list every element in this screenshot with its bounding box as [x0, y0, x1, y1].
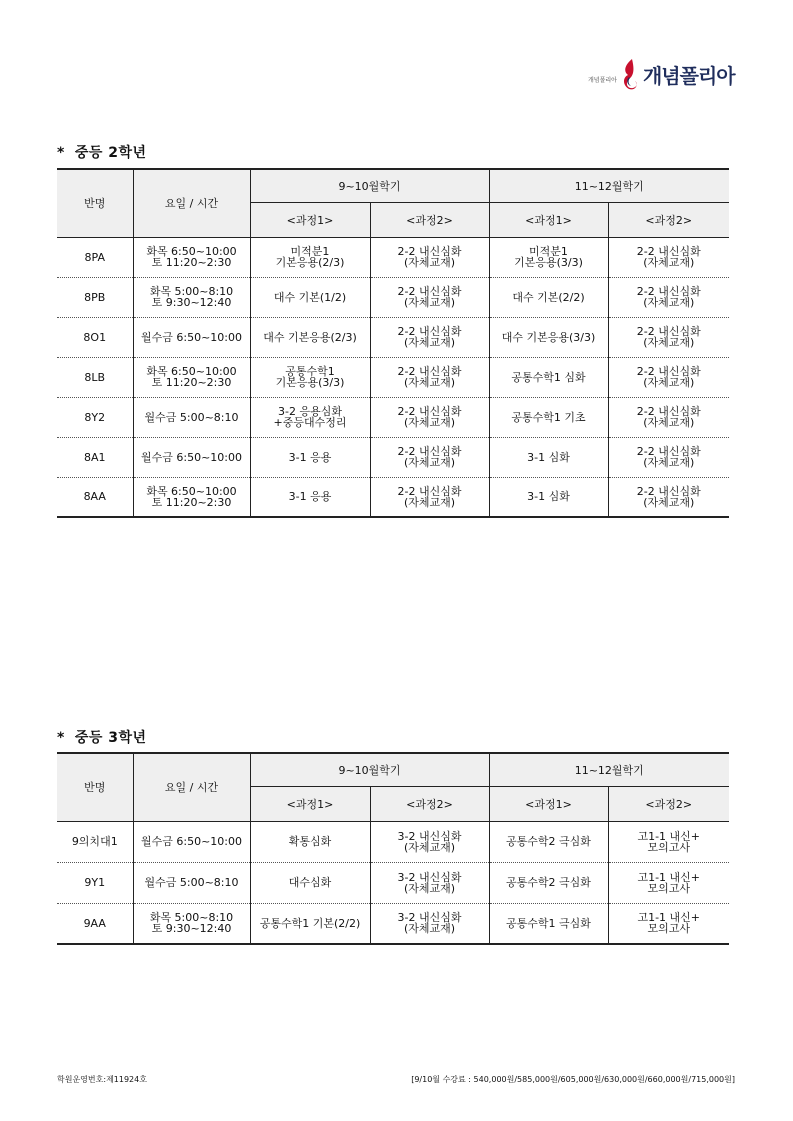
cell-text: 기본응용(3/3) [275, 376, 345, 389]
cell-text: 화목 6:50~10:00 [146, 484, 237, 498]
cell-text: 모의고사 [647, 840, 690, 854]
term1-course2-cell [370, 277, 489, 317]
term1-course2-cell [370, 477, 489, 517]
cell-text: 2-2 내신심화 [397, 325, 462, 338]
cell-text: 토 11:20~2:30 [151, 376, 232, 389]
cell-text: 토 11:20~2:30 [151, 495, 232, 509]
term1-course1-cell [250, 862, 370, 903]
cell-text: 확통심화 [288, 835, 332, 848]
logo-brand-name: 개념폴리아 [642, 63, 735, 88]
cell-text: 미적분1 [529, 245, 568, 258]
header-term1-course1: <과정1> [250, 786, 370, 821]
cell-text: 토 11:20~2:30 [151, 256, 232, 269]
cell-text: 기본응용(3/3) [514, 256, 583, 269]
tuition-fees: [9/10월 수강료 : 540,000원/585,000원/605,000원/630,000원/660,000원/715,000원] [411, 1075, 735, 1084]
class-name-cell: 8Y2 [57, 397, 133, 437]
cell-text: 2-2 내신심화 [636, 484, 701, 498]
cell-text: 화목 6:50~10:00 [146, 365, 237, 378]
schedule-table-grade2 [57, 168, 729, 518]
cell-text: 3-1 응용 [288, 490, 332, 504]
cell-text: 공통수학2 극심화 [506, 835, 591, 848]
cell-text: (자체교재) [643, 256, 695, 269]
cell-text: 공통수학1 기본(2/2) [259, 916, 361, 930]
term1-course2-cell [370, 397, 489, 437]
table-row [57, 357, 729, 397]
cell-text: (자체교재) [403, 840, 456, 854]
cell-text: (자체교재) [643, 416, 695, 429]
term1-course2-cell [370, 237, 489, 277]
header-term1-course2: <과정2> [370, 202, 489, 237]
cell-text: 3-1 응용 [288, 450, 332, 464]
cell-text: (자체교재) [403, 416, 456, 429]
cell-text: 월수금 6:50~10:00 [141, 330, 242, 344]
cell-text: (자체교재) [403, 881, 456, 895]
term1-course1-cell [250, 821, 370, 862]
cell-text: 2-2 내신심화 [397, 445, 462, 458]
cell-text: 대수 기본응용(2/3) [263, 330, 357, 344]
section-title-grade3: * 중등 3학년 [57, 730, 147, 746]
term1-course2-cell [370, 862, 489, 903]
term1-course2-cell [370, 821, 489, 862]
cell-text: (자체교재) [403, 456, 456, 469]
header-class: 반명 [57, 169, 133, 237]
cell-text: 2-2 내신심화 [636, 445, 701, 458]
header-term1-course1: <과정1> [250, 202, 370, 237]
cell-text: 3-1 심화 [527, 450, 570, 464]
class-name-cell: 8A1 [57, 437, 133, 477]
cell-text: 2-2 내신심화 [636, 365, 701, 378]
term2-course2-cell [608, 357, 729, 397]
term2-course1-cell [489, 277, 608, 317]
time-cell [133, 821, 250, 862]
class-name-cell: 9의치대1 [57, 821, 133, 862]
cell-text: 미적분1 [290, 245, 330, 258]
header-term2-course2: <과정2> [608, 202, 729, 237]
cell-text: (자체교재) [403, 922, 456, 936]
logo-tagline: 개념폴리아 [588, 76, 617, 84]
term2-course2-cell [608, 397, 729, 437]
class-name-cell: 8PB [57, 277, 133, 317]
class-name-cell: 8O1 [57, 317, 133, 357]
cell-text: 고1-1 내신+ [637, 911, 701, 925]
time-cell [133, 317, 250, 357]
term2-course1-cell [489, 477, 608, 517]
term2-course2-cell [608, 237, 729, 277]
term2-course2-cell [608, 277, 729, 317]
term2-course2-cell [608, 317, 729, 357]
header-term1: 9~10월학기 [250, 169, 489, 202]
cell-text: 3-2 내신심화 [397, 829, 462, 843]
cell-text: 공통수학1 극심화 [506, 916, 591, 930]
table-row [57, 237, 729, 277]
cell-text: 2-2 내신심화 [397, 405, 462, 418]
cell-text: 3-1 심화 [527, 490, 570, 504]
header-time: 요일 / 시간 [133, 169, 250, 237]
term1-course2-cell [370, 903, 489, 944]
table-row [57, 277, 729, 317]
cell-text: 2-2 내신심화 [397, 484, 462, 498]
time-cell [133, 237, 250, 277]
term2-course2-cell [608, 477, 729, 517]
cell-text: 공통수학1 심화 [511, 370, 586, 384]
class-name-cell: 9Y1 [57, 862, 133, 903]
time-cell [133, 862, 250, 903]
cell-text: 2-2 내신심화 [397, 365, 462, 378]
term1-course2-cell [370, 357, 489, 397]
cell-text: 월수금 6:50~10:00 [141, 835, 242, 848]
class-name-cell: 8LB [57, 357, 133, 397]
academy-logo [588, 54, 738, 94]
term1-course2-cell [370, 317, 489, 357]
term1-course1-cell [250, 397, 370, 437]
table-row [57, 903, 729, 944]
cell-text: (자체교재) [403, 256, 456, 269]
term2-course2-cell [608, 903, 729, 944]
cell-text: 공통수학1 [285, 365, 335, 378]
time-cell [133, 357, 250, 397]
term1-course2-cell [370, 437, 489, 477]
cell-text: 공통수학2 극심화 [506, 876, 591, 889]
cell-text: 2-2 내신심화 [636, 285, 701, 298]
table-row [57, 477, 729, 517]
table-row [57, 437, 729, 477]
term2-course1-cell [489, 397, 608, 437]
term2-course1-cell [489, 357, 608, 397]
cell-text: 고1-1 내신+ [637, 870, 701, 884]
cell-text: 3-2 내신심화 [397, 911, 462, 925]
term1-course1-cell [250, 237, 370, 277]
header-class: 반명 [57, 753, 133, 821]
schedule-table-grade3 [57, 752, 729, 945]
cell-text: 월수금 6:50~10:00 [141, 450, 242, 464]
cell-text: 모의고사 [647, 922, 690, 936]
term1-course1-cell [250, 277, 370, 317]
cell-text: 화목 6:50~10:00 [146, 245, 237, 258]
term2-course1-cell [489, 317, 608, 357]
cell-text: 토 9:30~12:40 [151, 296, 232, 309]
cell-text: (자체교재) [643, 376, 695, 389]
cell-text: 토 9:30~12:40 [151, 922, 232, 936]
header-term1-course2: <과정2> [370, 786, 489, 821]
cell-text: (자체교재) [403, 296, 456, 309]
header-term2-course1: <과정1> [489, 202, 608, 237]
table-row [57, 317, 729, 357]
cell-text: 3-2 내신심화 [397, 870, 462, 884]
term2-course2-cell [608, 862, 729, 903]
header-term2: 11~12월학기 [489, 753, 729, 786]
term2-course2-cell [608, 437, 729, 477]
cell-text: 2-2 내신심화 [397, 245, 462, 258]
cell-text: 화목 5:00~8:10 [149, 911, 234, 925]
table-row [57, 862, 729, 903]
class-name-cell: 8AA [57, 477, 133, 517]
time-cell [133, 397, 250, 437]
time-cell [133, 903, 250, 944]
header-term2-course2: <과정2> [608, 786, 729, 821]
table-row [57, 397, 729, 437]
cell-text: +중등대수정리 [273, 416, 347, 429]
header-term2-course1: <과정1> [489, 786, 608, 821]
cell-text: 대수심화 [288, 876, 332, 889]
term1-course1-cell [250, 903, 370, 944]
cell-text: (자체교재) [403, 336, 456, 349]
cell-text: 월수금 5:00~8:10 [144, 876, 239, 889]
term2-course2-cell [608, 821, 729, 862]
cell-text: 3-2 응용심화 [278, 405, 342, 418]
header-time: 요일 / 시간 [133, 753, 250, 821]
cell-text: 2-2 내신심화 [636, 405, 701, 418]
academy-license-number: 학원운영번호:제11924호 [57, 1075, 147, 1084]
cell-text: (자체교재) [643, 296, 695, 309]
cell-text: (자체교재) [643, 336, 695, 349]
cell-text: (자체교재) [403, 376, 456, 389]
time-cell [133, 437, 250, 477]
term1-course1-cell [250, 317, 370, 357]
cell-text: 2-2 내신심화 [636, 245, 701, 258]
cell-text: (자체교재) [643, 456, 695, 469]
cell-text: 공통수학1 기초 [511, 410, 586, 424]
cell-text: (자체교재) [643, 495, 695, 509]
section-title-grade2: * 중등 2학년 [57, 145, 147, 161]
class-name-cell: 8PA [57, 237, 133, 277]
term2-course1-cell [489, 437, 608, 477]
class-name-cell: 9AA [57, 903, 133, 944]
time-cell [133, 477, 250, 517]
term2-course1-cell [489, 862, 608, 903]
cell-text: 월수금 5:00~8:10 [144, 410, 239, 424]
term2-course1-cell [489, 821, 608, 862]
header-term2: 11~12월학기 [489, 169, 729, 202]
cell-text: 기본응용(2/3) [275, 256, 345, 269]
flame-logo-icon [619, 57, 641, 91]
cell-text: 대수 기본(2/2) [512, 290, 585, 304]
term1-course1-cell [250, 357, 370, 397]
term2-course1-cell [489, 237, 608, 277]
term1-course1-cell [250, 437, 370, 477]
cell-text: 2-2 내신심화 [636, 325, 701, 338]
time-cell [133, 277, 250, 317]
header-term1: 9~10월학기 [250, 753, 489, 786]
cell-text: 2-2 내신심화 [397, 285, 462, 298]
table-row [57, 821, 729, 862]
cell-text: 화목 5:00~8:10 [149, 285, 234, 298]
term2-course1-cell [489, 903, 608, 944]
cell-text: 모의고사 [647, 881, 690, 895]
term1-course1-cell [250, 477, 370, 517]
cell-text: (자체교재) [403, 495, 456, 509]
cell-text: 고1-1 내신+ [637, 829, 701, 843]
cell-text: 대수 기본응용(3/3) [501, 330, 596, 344]
cell-text: 대수 기본(1/2) [273, 290, 347, 304]
